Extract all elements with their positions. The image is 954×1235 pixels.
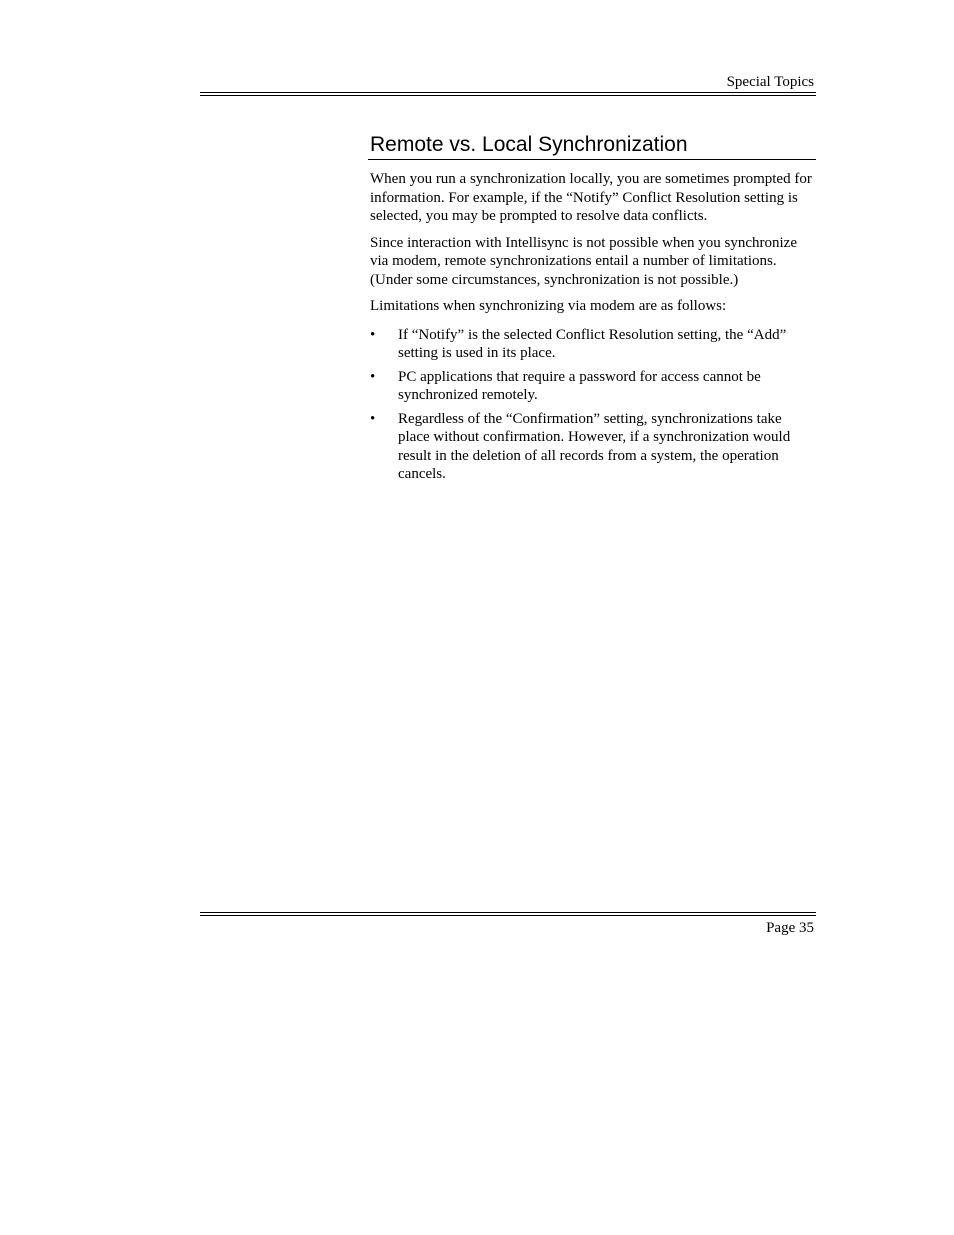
list-item: [370, 368, 816, 405]
bullet-icon: •: [370, 326, 376, 343]
running-header: Special Topics: [726, 74, 814, 90]
list-item: [370, 326, 816, 363]
footer-rule: [200, 912, 816, 916]
paragraph-limitations-intro: Limitations when synchronizing via modem are as follows:: [370, 298, 727, 314]
paragraph-remote-sync: Since interaction with Intellisync is not possible when you synchronize via modem, remote synchronizations entail a number of limitations. (Under some circumstances, synchronization is not possible.): [370, 234, 798, 288]
list-item-text: Regardless of the “Confirmation” setting, synchronizations take place without confirmation. However, if a synchronization would result in the deletion of all records from a system, the operation cancels.: [398, 410, 791, 482]
list-item-text: PC applications that require a password for access cannot be synchronized remotely.: [398, 368, 761, 403]
main-content: [370, 131, 816, 489]
bullet-icon: •: [370, 410, 376, 427]
section-title: Remote vs. Local Synchronization: [368, 131, 816, 160]
paragraph-local-sync: When you run a synchronization locally, you are sometimes prompted for information. For example, if the “Notify” Conflict Resolution setting is selected, you may be prompted to resolve data conflicts.: [370, 171, 812, 224]
bullet-icon: •: [370, 368, 376, 385]
header-rule: [200, 92, 816, 96]
list-item-text: If “Notify” is the selected Conflict Resolution setting, the “Add” setting is used in its place.: [398, 326, 787, 361]
list-item: [370, 410, 816, 484]
page-number: Page 35: [766, 920, 814, 936]
limitations-list: [370, 326, 816, 484]
